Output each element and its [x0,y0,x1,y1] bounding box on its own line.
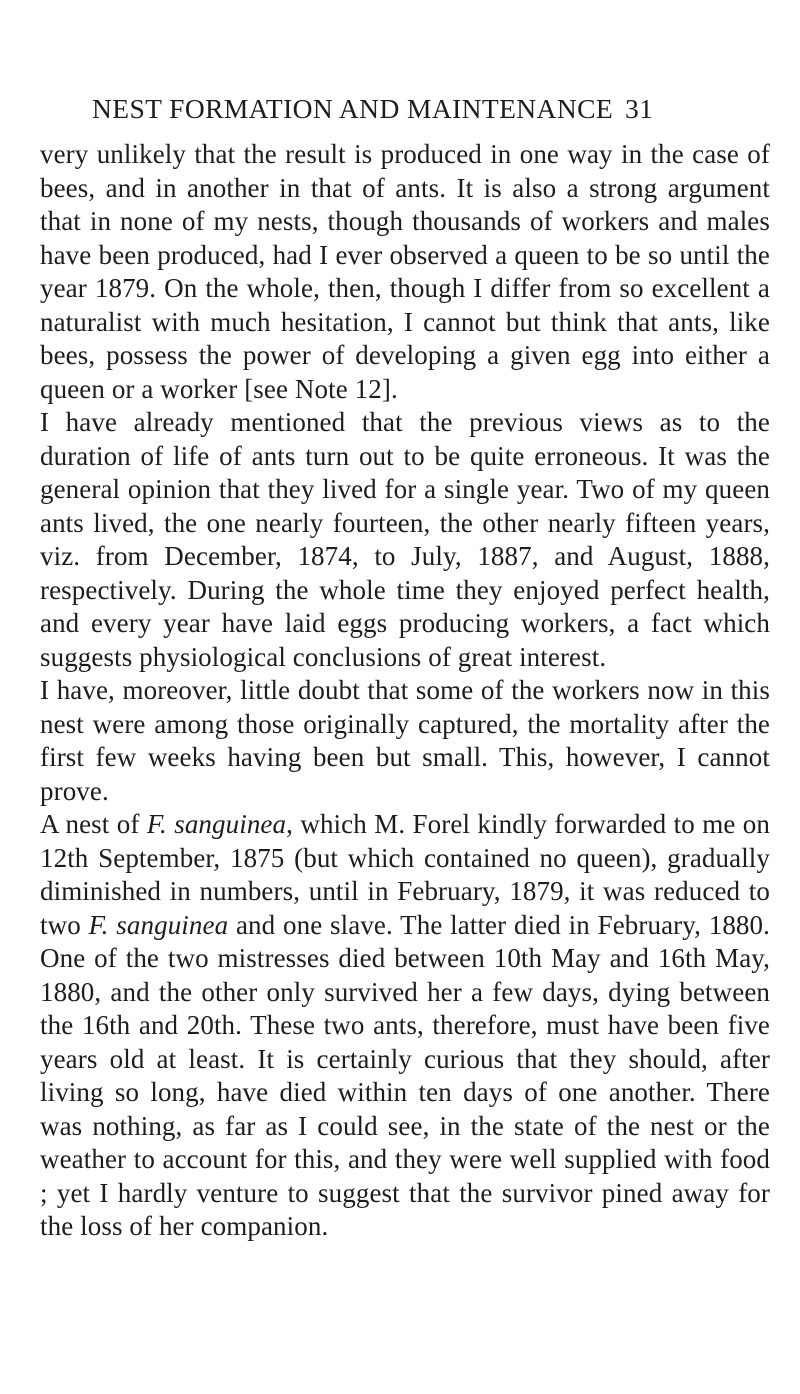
paragraph-2 [40,406,770,674]
paragraph-4 [40,808,770,1244]
paragraph-3-text: I have, moreover, little doubt that some of the workers now in this nest were among those originally captured, the mortality after the first few weeks having been but small. This, however, I cannot prove. [40,675,770,806]
paragraph-2-text: I have already mentioned that the previous views as to the duration of life of ants turn out to be quite erroneous. It was the general opinion that they lived for a single year. Two of my queen ants lived, the one nearly fourteen, the other nearly fifteen years, viz. from December, 1874, to July, 1887, and August, 1888, respectively. During the whole time they enjoyed perfect health, and every year have laid eggs producing workers, a fact which suggests physiological conclusions of great interest. [40,407,770,672]
paragraph-4-text-b: , which M. Forel kindly forwarded to me on 12th September, 1875 (but which contained no queen), gradually diminished in numbers, until in February, 1879, it was reduced to two [40,809,770,940]
species-name: F. sanguinea [146,809,287,839]
species-name: F. sanguinea [88,909,229,940]
paragraph-4-text-c: and one slave. The latter died in February, 1880. One of the two mistresses died between 10th May and 16th May, 1880, and the other only survived her a few days, dying between the 16th and 20th. These two ants, therefore, must have been five years old at least. It is certainly curious that they should, after living so long, have died within ten days of one another. There was nothing, as far as I could see, in the state of the nest or the weather to account for this, and they were well supplied with food ; yet I hardly venture to suggest that the survivor pined away for the loss of her companion. [40,909,770,1241]
paragraph-4-text-a: A nest of [40,809,147,839]
body-text [40,138,770,1244]
page-number: 31 [625,93,654,124]
paragraph-1 [40,138,770,406]
paragraph-1-text: very unlikely that the result is produced in one way in the case of bees, and in another in that of ants. It is also a strong argument that in none of my nests, though thousands of workers and males have been produced, had I ever observed a queen to be so until the year 1879. On the whole, then, though I differ from so excellent a naturalist with much hesitation, I cannot but think that ants, like bees, possess the power of developing a given egg into either a queen or a worker [see Note 12]. [40,139,770,404]
running-head [92,92,716,126]
paragraph-3 [40,674,770,808]
chapter-title: NEST FORMATION AND MAINTENANCE [92,93,614,124]
